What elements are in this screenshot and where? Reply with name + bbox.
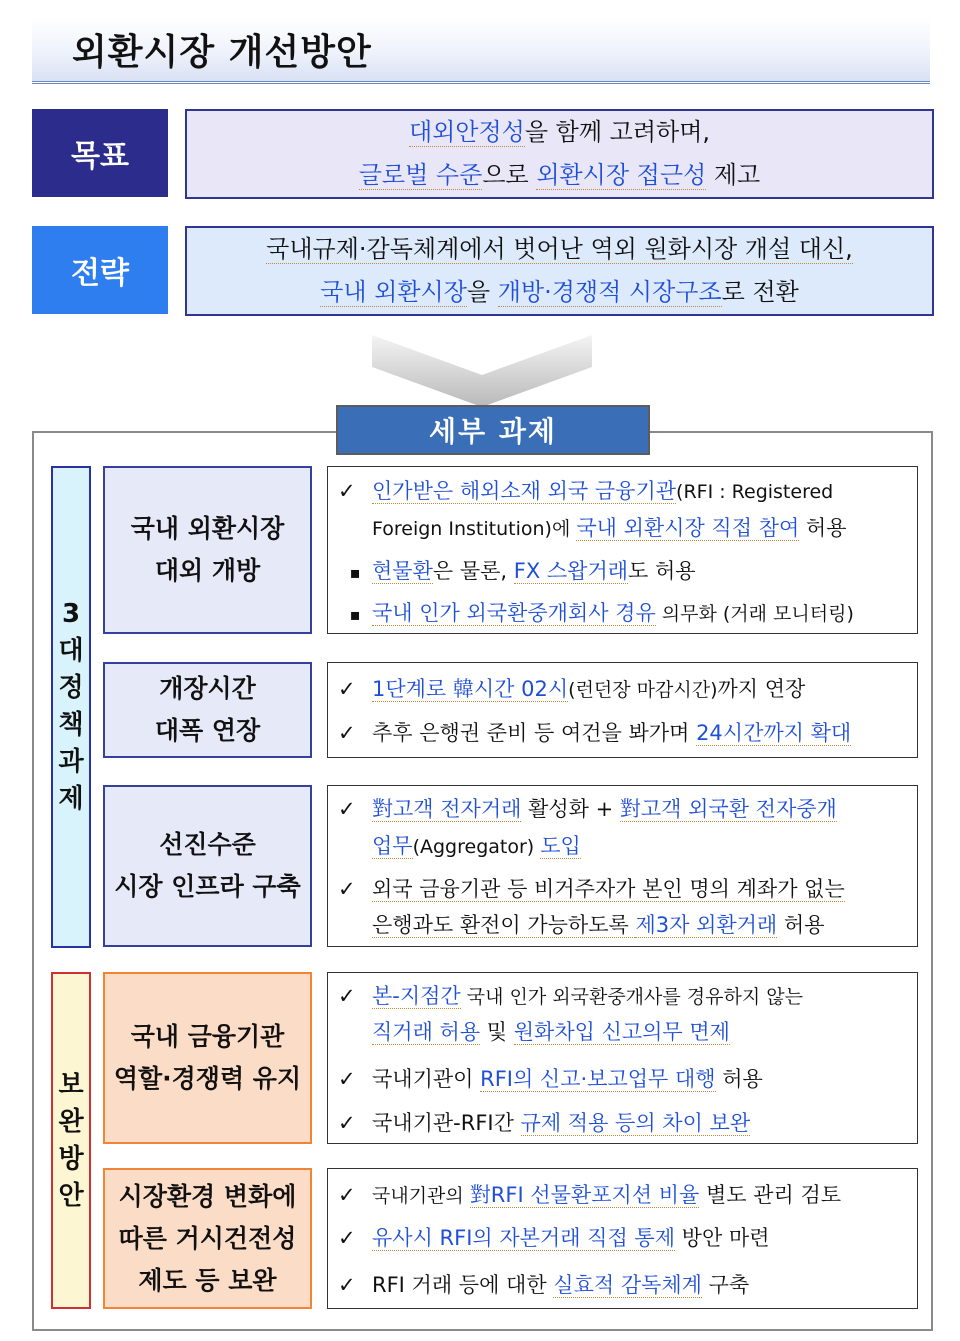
task-highlight: 업무 xyxy=(372,834,413,858)
task-highlight: 현물환 xyxy=(372,559,433,583)
side-char: 방 xyxy=(58,1143,84,1174)
task-text: 활성화 + xyxy=(521,797,620,821)
check-icon: ✓ xyxy=(338,721,356,745)
task-box-hours xyxy=(327,662,918,758)
task-highlight: 국내 인가 외국환중개회사 경유 xyxy=(372,601,656,625)
check-icon: ✓ xyxy=(338,1273,356,1297)
category-line: 국내 외환시장 xyxy=(130,514,285,543)
goal-highlight-global: 글로벌 수준 xyxy=(358,161,483,189)
side-char: 완 xyxy=(58,1106,84,1137)
category-line: 대외 개방 xyxy=(154,556,261,585)
check-icon: ✓ xyxy=(338,797,356,821)
goal-label: 목표 xyxy=(32,109,168,197)
task-text: 허용 xyxy=(715,1067,763,1091)
task-subitem xyxy=(338,556,696,588)
task-text: 허용 xyxy=(777,913,825,937)
check-icon: ✓ xyxy=(338,877,356,901)
strategy-highlight-market: 국내 외환시장 xyxy=(320,278,467,306)
task-item-continued xyxy=(338,831,581,862)
goal-text: 을 함께 고려하며, xyxy=(524,118,711,146)
check-icon: ✓ xyxy=(338,1226,356,1250)
task-item-continued xyxy=(338,910,824,940)
task-item xyxy=(338,1108,750,1138)
task-highlight: 유사시 RFI의 자본거래 직접 통제 xyxy=(372,1226,675,1250)
side-char: 제 xyxy=(58,784,84,814)
goal-highlight-access: 외환시장 접근성 xyxy=(536,161,707,189)
strategy-line-1 xyxy=(266,228,853,271)
side-char: 과 xyxy=(58,747,84,777)
detail-title: 세부 과제 xyxy=(336,405,650,455)
category-line: 제도 등 보완 xyxy=(138,1265,277,1295)
strategy-text: 국내규제·감독체계에서 벗어난 역외 원화시장 개설 대신, xyxy=(266,235,853,263)
task-item xyxy=(338,794,837,824)
task-text: 국내기관-RFI간 xyxy=(372,1111,521,1135)
task-item xyxy=(338,718,851,748)
goal-line-1 xyxy=(409,111,710,154)
category-domestic-competitiveness xyxy=(103,972,312,1144)
task-text: 도 허용 xyxy=(628,559,696,583)
category-line: 개장시간 xyxy=(159,674,256,703)
category-line: 역할·경쟁력 유지 xyxy=(113,1064,302,1093)
task-item-continued xyxy=(338,1017,730,1047)
category-line: 시장 인프라 구축 xyxy=(114,872,301,901)
task-item xyxy=(338,1064,763,1094)
category-hours-extension xyxy=(103,662,312,758)
task-text: 및 xyxy=(480,1020,514,1044)
strategy-label: 전략 xyxy=(32,226,168,314)
task-highlight: 국내 외환시장 직접 참여 xyxy=(576,516,800,540)
side-char: 보 xyxy=(58,1069,84,1100)
task-box-domestic xyxy=(327,972,918,1144)
category-line: 대폭 연장 xyxy=(154,716,261,745)
square-bullet-icon: ▪ xyxy=(349,563,361,582)
category-line: 따른 거시건전성 xyxy=(118,1223,297,1253)
task-text: RFI 거래 등에 대한 xyxy=(372,1273,554,1297)
square-bullet-icon: ▪ xyxy=(349,605,361,624)
strategy-text: 을 xyxy=(466,278,498,306)
task-highlight: 24시간까지 확대 xyxy=(696,721,852,745)
strategy-highlight-structure: 개방·경쟁적 시장구조 xyxy=(497,278,722,306)
goal-highlight-stability: 대외안정성 xyxy=(408,118,525,146)
check-icon: ✓ xyxy=(338,1183,356,1207)
check-icon: ✓ xyxy=(338,984,356,1008)
task-highlight: 직거래 허용 xyxy=(372,1020,481,1044)
task-highlight: 인가받은 해외소재 외국 금융기관 xyxy=(372,479,677,503)
goal-line-2 xyxy=(359,154,760,197)
task-text: 은행과도 환전이 가능하도록 xyxy=(372,913,636,937)
task-item-continued xyxy=(338,513,847,544)
check-icon: ✓ xyxy=(338,677,356,701)
task-text: 방안 마련 xyxy=(675,1226,770,1250)
task-highlight: 규제 적용 등의 차이 보완 xyxy=(520,1111,751,1135)
category-fx-opening xyxy=(103,466,312,634)
task-text: 별도 관리 검토 xyxy=(699,1183,842,1207)
task-highlight: 제3자 외환거래 xyxy=(635,913,778,937)
task-item xyxy=(338,1270,749,1300)
category-infrastructure xyxy=(103,785,312,947)
side-char: 책 xyxy=(58,710,84,740)
goal-text: 으로 xyxy=(482,161,537,189)
task-box-infrastructure xyxy=(327,785,918,947)
task-text: 국내 인가 외국환중개사를 경유하지 않는 xyxy=(460,986,803,1008)
check-icon: ✓ xyxy=(338,1067,356,1091)
category-line: 시장환경 변화에 xyxy=(118,1181,297,1211)
task-text: 국내기관의 xyxy=(372,1185,470,1207)
task-item xyxy=(338,874,845,904)
task-text: 구축 xyxy=(701,1273,750,1297)
category-line: 국내 금융기관 xyxy=(130,1022,285,1051)
task-text: 추후 은행권 준비 등 여건을 봐가며 xyxy=(372,721,697,745)
task-text: (RFI : Registered xyxy=(676,481,834,503)
task-text: 은 물론, xyxy=(432,559,514,583)
strategy-content xyxy=(185,226,934,316)
down-arrow-icon xyxy=(372,335,592,407)
task-text: 국내기관이 xyxy=(372,1067,481,1091)
task-item xyxy=(338,981,803,1012)
strategy-line-2 xyxy=(320,271,799,314)
task-item xyxy=(338,674,805,705)
task-highlight: 본-지점간 xyxy=(372,984,461,1008)
side-char: 3 xyxy=(61,599,81,629)
category-macroprudential xyxy=(103,1168,312,1309)
task-highlight: 對고객 전자거래 xyxy=(372,797,522,821)
task-box-macroprudential xyxy=(327,1168,918,1309)
check-icon: ✓ xyxy=(338,1111,356,1135)
task-text: 의무화 (거래 모니터링) xyxy=(655,603,854,625)
check-icon: ✓ xyxy=(338,479,356,503)
task-text: 외국 금융기관 등 비거주자가 본인 명의 계좌가 없는 xyxy=(372,877,845,901)
side-label-policy xyxy=(51,466,91,948)
task-highlight: 對RFI 선물환포지션 비율 xyxy=(469,1183,700,1207)
task-text: 허용 xyxy=(799,516,847,540)
task-highlight: 실효적 감독체계 xyxy=(553,1273,702,1297)
goal-content xyxy=(185,109,934,199)
task-text: (Aggregator) xyxy=(412,836,541,858)
task-highlight: 도입 xyxy=(540,834,581,858)
task-highlight: FX 스왑거래 xyxy=(513,559,629,583)
task-item xyxy=(338,1180,841,1211)
task-subitem xyxy=(338,598,854,630)
side-label-complement xyxy=(51,972,91,1309)
task-highlight: 對고객 외국환 전자중개 xyxy=(619,797,837,821)
task-highlight: 1단계로 韓시간 02시 xyxy=(372,677,569,701)
task-highlight: RFI의 신고·보고업무 대행 xyxy=(480,1067,716,1091)
task-text: (런던장 마감시간) xyxy=(568,679,718,701)
strategy-text: 로 전환 xyxy=(721,278,799,306)
side-char: 정 xyxy=(58,673,84,703)
task-text: 까지 연장 xyxy=(717,677,806,701)
goal-text: 제고 xyxy=(706,161,761,189)
task-item xyxy=(338,1223,770,1253)
task-text: Foreign Institution)에 xyxy=(372,518,577,540)
category-line: 선진수준 xyxy=(159,830,256,859)
side-char: 안 xyxy=(58,1180,84,1211)
task-box-fx-opening xyxy=(327,466,918,634)
page-title: 외환시장 개선방안 xyxy=(72,32,372,73)
task-item xyxy=(338,476,833,507)
task-highlight: 원화차입 신고의무 면제 xyxy=(513,1020,730,1044)
side-char: 대 xyxy=(58,636,84,666)
